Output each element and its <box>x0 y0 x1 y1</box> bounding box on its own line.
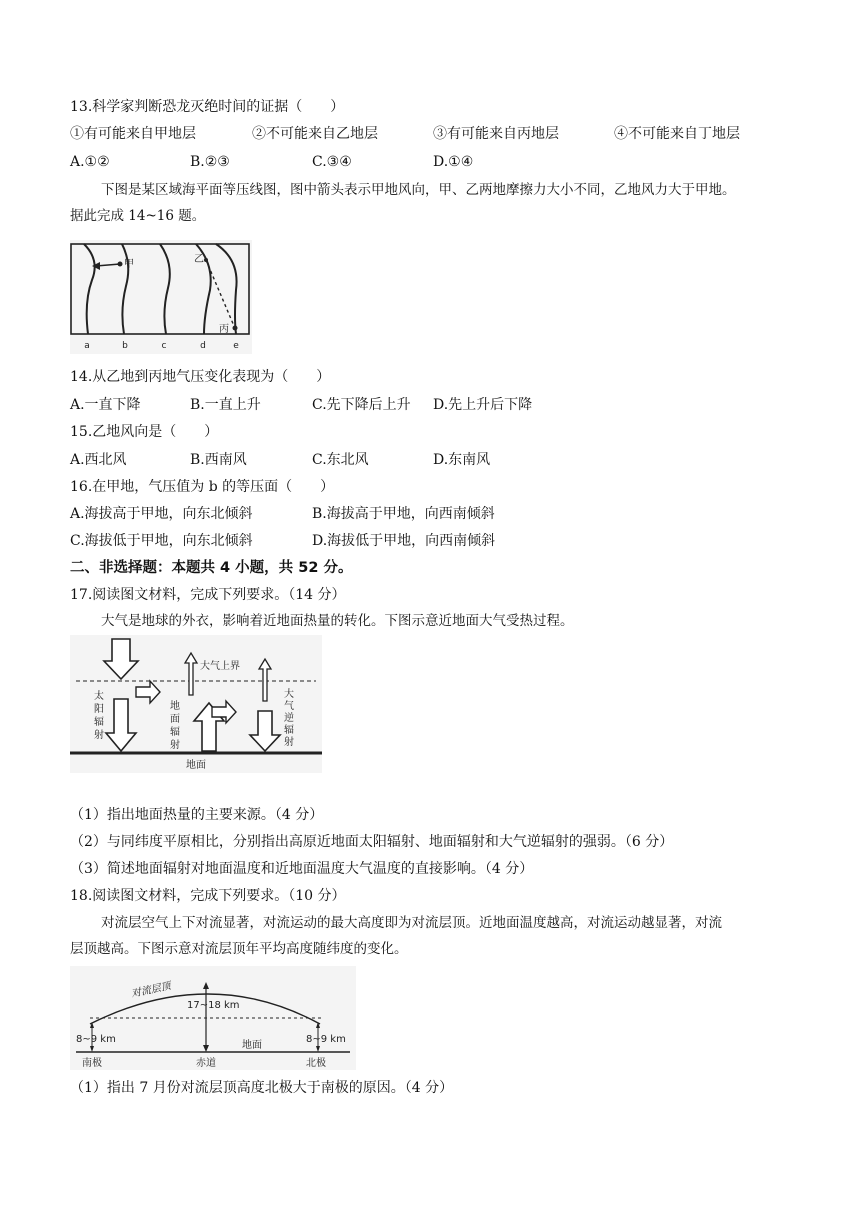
label-south-pole: 南极 <box>82 1058 102 1069</box>
label-right-height: 8~9 km <box>306 1034 346 1045</box>
q13-option-c: C.③④ <box>312 154 352 170</box>
label-ground-rad-4: 射 <box>170 740 180 751</box>
label-counter-rad-1: 大 <box>284 689 294 700</box>
q13-statement-1: ①有可能来自甲地层 <box>70 126 196 142</box>
q15-stem: 15.乙地风向是（ ） <box>70 424 219 440</box>
q13-option-d: D.①④ <box>433 154 474 170</box>
q16-option-c: C.海拔低于甲地，向东北倾斜 <box>70 533 253 549</box>
section-2-title: 二、非选择题：本题共 4 小题，共 52 分。 <box>70 560 353 576</box>
q17-sub2: （2）与同纬度平原相比，分别指出高原近地面太阳辐射、地面辐射和大气逆辐射的强弱。（6 分） <box>70 834 674 850</box>
label-counter-rad-4: 辐 <box>284 725 294 736</box>
label-bing: 丙 <box>219 324 229 335</box>
label-counter-rad-3: 逆 <box>284 713 294 724</box>
intro-14-16-line2: 据此完成 14~16 题。 <box>70 208 206 224</box>
q13-statement-4: ④不可能来自丁地层 <box>614 126 740 142</box>
label-center-height: 17~18 km <box>187 1000 240 1011</box>
q14-stem: 14.从乙地到丙地气压变化表现为（ ） <box>70 369 331 385</box>
q13-statements <box>70 124 830 144</box>
label-tropopause: 对流层顶 <box>130 980 172 1000</box>
q14-option-c: C.先下降后上升 <box>312 397 411 413</box>
q13-options <box>70 152 670 172</box>
label-counter-rad-5: 射 <box>284 737 294 748</box>
q18-material-line2: 层顶越高。下图示意对流层顶年平均高度随纬度的变化。 <box>70 941 408 957</box>
label-jia: 甲 <box>124 259 134 270</box>
q15-option-d: D.东南风 <box>433 452 491 468</box>
q16-option-b: B.海拔高于甲地，向西南倾斜 <box>312 506 495 522</box>
q18-sub1: （1）指出 7 月份对流层顶高度北极大于南极的原因。（4 分） <box>70 1080 454 1096</box>
q14-options <box>70 395 670 415</box>
q13-stem: 13.科学家判断恐龙灭绝时间的证据（ ） <box>70 99 345 115</box>
q13-option-a: A.①② <box>70 154 110 170</box>
label-left-height: 8~9 km <box>76 1034 116 1045</box>
label-ground-18: 地面 <box>242 1040 262 1051</box>
q16-options-row2 <box>70 531 670 551</box>
q18-material-line1: 对流层空气上下对流显著，对流运动的最大高度即为对流层顶。近地面温度越高，对流运动越显著，对流 <box>101 915 722 931</box>
label-top-of-atmosphere: 大气上界 <box>200 661 240 672</box>
label-yi: 乙 <box>194 254 204 265</box>
q13-option-b: B.②③ <box>190 154 230 170</box>
isobar-label-e: e <box>233 341 239 351</box>
q16-option-a: A.海拔高于甲地，向东北倾斜 <box>70 506 253 522</box>
label-ground: 地面 <box>186 760 206 771</box>
q18-stem: 18.阅读图文材料，完成下列要求。（10 分） <box>70 888 346 904</box>
q15-option-b: B.西南风 <box>190 452 247 468</box>
q17-sub3: （3）简述地面辐射对地面温度和近地面温度大气温度的直接影响。（4 分） <box>70 861 534 877</box>
q14-option-d: D.先上升后下降 <box>433 397 533 413</box>
isobar-label-c: c <box>161 341 167 351</box>
q14-option-b: B.一直上升 <box>190 397 261 413</box>
isobar-map-figure <box>70 240 252 354</box>
q16-option-d: D.海拔低于甲地，向西南倾斜 <box>312 533 496 549</box>
label-solar-1: 太 <box>94 691 104 702</box>
q15-options <box>70 450 670 470</box>
label-counter-rad-2: 气 <box>284 701 294 712</box>
isobar-label-d: d <box>200 341 206 351</box>
q16-options-row1 <box>70 504 670 524</box>
q17-sub1: （1）指出地面热量的主要来源。（4 分） <box>70 807 324 823</box>
label-ground-rad-1: 地 <box>170 701 180 712</box>
q13-statement-2: ②不可能来自乙地层 <box>252 126 378 142</box>
q15-option-a: A.西北风 <box>70 452 127 468</box>
label-ground-rad-2: 面 <box>170 714 180 725</box>
label-north-pole: 北极 <box>306 1058 326 1069</box>
label-solar-3: 辐 <box>94 717 104 728</box>
atmosphere-heating-figure <box>70 635 322 773</box>
q17-material: 大气是地球的外衣，影响着近地面热量的转化。下图示意近地面大气受热过程。 <box>101 613 574 629</box>
isobar-label-a: a <box>84 341 90 351</box>
q14-option-a: A.一直下降 <box>70 397 141 413</box>
intro-14-16-line1: 下图是某区域海平面等压线图，图中箭头表示甲地风向，甲、乙两地摩擦力大小不同，乙地风力大于甲地。 <box>101 182 736 198</box>
q16-stem: 16.在甲地，气压值为 b 的等压面（ ） <box>70 479 335 495</box>
q15-option-c: C.东北风 <box>312 452 369 468</box>
label-solar-4: 射 <box>94 730 104 741</box>
label-solar-2: 阳 <box>94 704 104 715</box>
q13-statement-3: ③有可能来自丙地层 <box>433 126 559 142</box>
label-ground-rad-3: 辐 <box>170 727 180 738</box>
isobar-label-b: b <box>122 341 128 351</box>
label-equator: 赤道 <box>196 1058 216 1069</box>
q17-stem: 17.阅读图文材料，完成下列要求。（14 分） <box>70 587 346 603</box>
tropopause-figure <box>70 966 356 1070</box>
